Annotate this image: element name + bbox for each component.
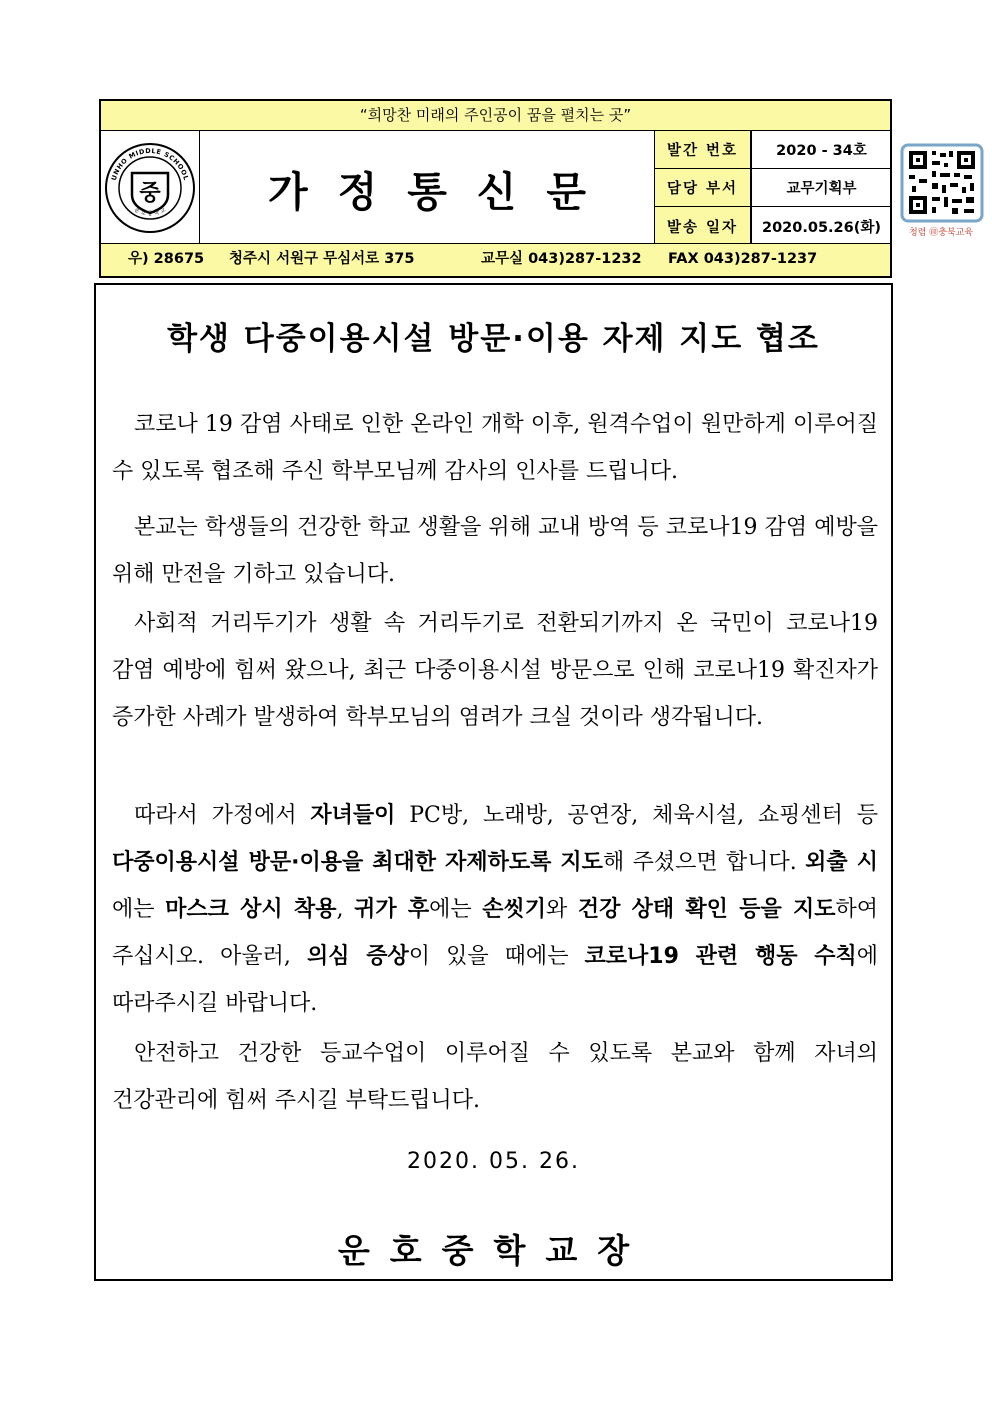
letter-date: 2020. 05. 26.	[407, 1149, 580, 1174]
principal-signature: 운호중학교장	[337, 1231, 650, 1270]
paragraph-4: 따라서 가정에서 자녀들이 PC방, 노래방, 공연장, 체육시설, 쇼핑센터 등 다중이용시설 방문·이용을 최대한 자제하도록 지도해 주셨으면 합니다. 외출 시 에는 마스크 상시 착용, 귀가 후에는 손씻기와 건강 상태 확인 등을 지도하여 주십시오. 아울러, 의심 증상이 있을 때에는 코로나19 관련 행동 수칙에 따라주시길 바랍니다.	[112, 803, 879, 1016]
issue-number-value: 2020 - 34호	[752, 131, 891, 169]
title-cell	[200, 131, 655, 245]
logo-top-text: UNHO MIDDLE SCHOOL	[109, 146, 191, 182]
info-values	[751, 131, 892, 245]
logo-center-text: 중	[139, 181, 161, 206]
address-bar	[101, 243, 890, 276]
postal-code: 우) 28675	[128, 251, 205, 267]
qr-code[interactable]	[892, 131, 990, 245]
logo-bottom-text: 운 호 중 학 교	[133, 207, 167, 218]
school-emblem-icon	[101, 131, 200, 245]
fax-number: FAX 043)287-1237	[668, 251, 818, 267]
paragraph-1: 코로나 19 감염 사태로 인한 온라인 개학 이후, 원격수업이 원만하게 이루어질 수 있도록 협조해 주신 학부모님께 감사의 인사를 드립니다.	[112, 412, 878, 484]
department-label: 담당 부서	[655, 169, 751, 206]
issue-number-label: 발간 번호	[655, 131, 751, 168]
office-phone: 교무실 043)287-1232	[481, 251, 642, 267]
qr-caption: 청렴 ㊞충북교육	[908, 228, 974, 238]
newsletter-header	[99, 99, 974, 278]
letter-title: 학생 다중이용시설 방문·이용 자제 지도 협조	[167, 321, 820, 357]
letter-body	[94, 283, 893, 1281]
header-main-row	[101, 131, 974, 245]
school-logo	[101, 131, 200, 245]
paragraph-2: 본교는 학생들의 건강한 학교 생활을 위해 교내 방역 등 코로나19 감염 예방을 위해 만전을 기하고 있습니다.	[112, 515, 878, 587]
paragraph-5: 안전하고 건강한 등교수업이 이루어질 수 있도록 본교와 함께 자녀의 건강관리에 힘써 주시길 부탁드립니다.	[112, 1041, 878, 1113]
street-address: 청주시 서원구 무심서로 375	[229, 251, 415, 267]
send-date-value: 2020.05.26(화)	[762, 219, 881, 236]
newsletter-title: 가정통신문	[267, 167, 617, 216]
paragraph-3: 사회적 거리두기가 생활 속 거리두기로 전환되기까지 온 국민이 코로나19 감염 예방에 힘써 왔으나, 최근 다중이용시설 방문으로 인해 코로나19 확진자가 증가한 사례가 발생하여 학부모님의 염려가 크실 것이라 생각됩니다.	[112, 611, 878, 730]
send-date-label: 발송 일자	[655, 207, 751, 245]
qr-code-icon	[892, 131, 990, 245]
school-slogan: “희망찬 미래의 주인공이 꿈을 펼치는 곳”	[101, 101, 890, 131]
department-value: 교무기획부	[752, 169, 891, 207]
